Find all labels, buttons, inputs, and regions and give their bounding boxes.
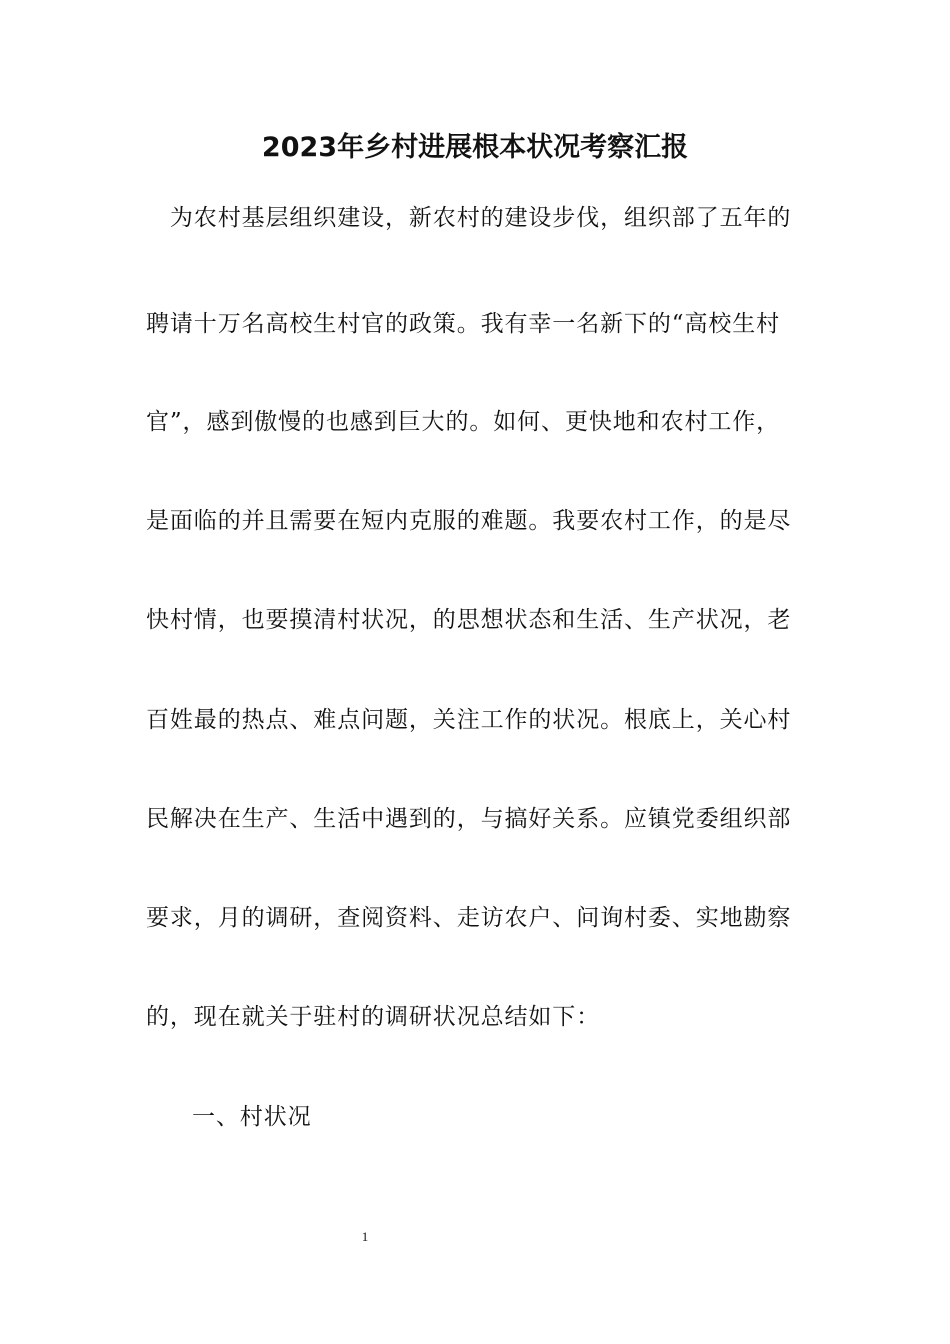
body-line: 快村情，也要摸清村状况，的思想状态和生活、生产状况，老	[146, 607, 792, 633]
body-line: 百姓最的热点、难点问题，关注工作的状况。根底上，关心村	[146, 707, 792, 733]
body-line: 官”，感到傲慢的也感到巨大的。如何、更快地和农村工作，	[146, 409, 781, 435]
body-line: 是面临的并且需要在短内克服的难题。我要农村工作，的是尽	[146, 508, 792, 534]
body-line: 聘请十万名高校生村官的政策。我有幸一名新下的“高校生村	[146, 311, 781, 337]
body-line: 为农村基层组织建设，新农村的建设步伐，组织部了五年的	[146, 205, 792, 231]
page-number: 1	[361, 1229, 369, 1244]
body-line: 民解决在生产、生活中遇到的，与搞好关系。应镇党委组织部	[146, 806, 792, 832]
body-line: 的，现在就关于驻村的调研状况总结如下：	[146, 1004, 601, 1030]
section-heading: 一、村状况	[192, 1104, 312, 1130]
body-line: 要求，月的调研，查阅资料、走访农户、问询村委、实地勘察	[146, 905, 792, 931]
document-title: 2023年乡村进展根本状况考察汇报	[261, 132, 689, 163]
